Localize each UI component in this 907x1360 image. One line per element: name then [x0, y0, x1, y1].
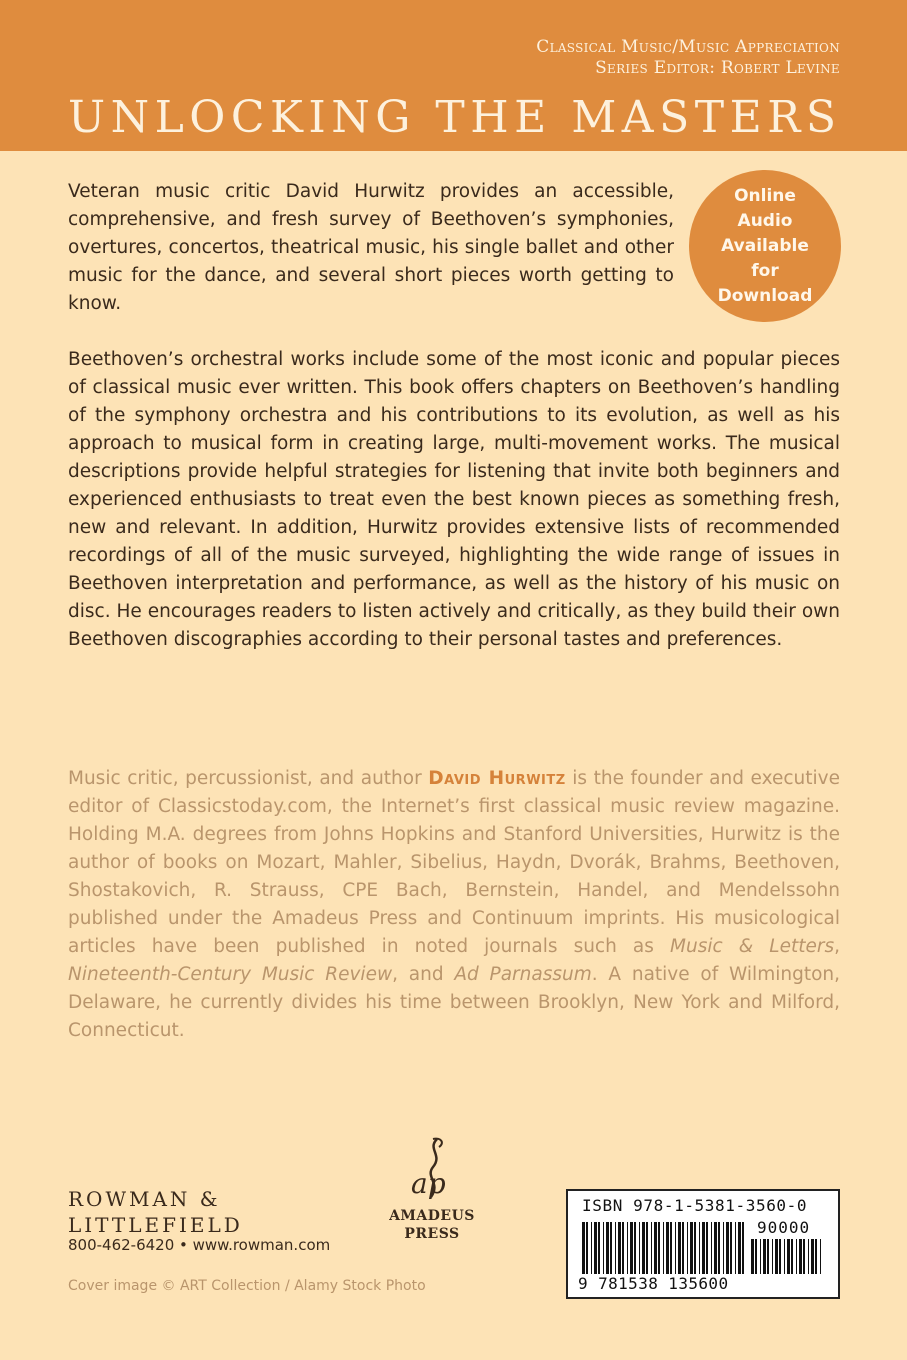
barcode-bar [654, 1222, 657, 1274]
barcode-bar [820, 1239, 821, 1274]
amadeus-monogram: ap [411, 1167, 446, 1200]
barcode-bar [603, 1222, 604, 1274]
barcode-bar [586, 1222, 588, 1274]
barcode-bar [702, 1222, 705, 1274]
barcode-bar [598, 1222, 600, 1274]
ean-number: 9 781538 135600 [578, 1274, 729, 1293]
barcode-bar [651, 1222, 652, 1274]
addon-barcode-bars [751, 1239, 825, 1274]
bio-intro: Music critic, percussionist, and author [68, 768, 429, 789]
badge-text: Online Audio Available for Download [717, 185, 813, 306]
barcode-bar [808, 1239, 809, 1274]
publisher-logo [68, 1186, 243, 1238]
barcode-bar [658, 1222, 660, 1274]
barcode-bar [690, 1222, 693, 1274]
series-title: UNLOCKING THE MASTERS [68, 92, 842, 143]
barcode-bar [751, 1239, 754, 1274]
barcode-bar [784, 1239, 785, 1274]
series-editor: Series Editor: Robert Levine [595, 58, 840, 78]
barcode-bar [718, 1222, 720, 1274]
barcode-bar [634, 1222, 636, 1274]
description-paragraph-1: Veteran music critic David Hurwitz provides an accessible, comprehensive, and fresh survey of Beethoven’s symphonies, overtures, concertos, theatrical music, his single ballet and other music for the dance, and several short pieces worth getting to know. [68, 181, 674, 314]
barcode-bar [742, 1222, 744, 1274]
barcode-bar [760, 1239, 761, 1274]
barcode-bar [735, 1222, 736, 1274]
barcode-bar [591, 1222, 592, 1274]
online-audio-badge [689, 170, 841, 322]
barcode-bar [787, 1239, 790, 1274]
barcode-bar [606, 1222, 609, 1274]
isbn-text: ISBN 978-1-5381-3560-0 [582, 1196, 808, 1215]
barcode-bar [646, 1222, 648, 1274]
bio-body-1: is the founder and executive editor of Classicstoday.com, the Internet’s first classical music review magazine. Holding M.A. degrees from Johns Hopkins and Stanford Universities, Hurwitz is the author of books on Mozart, Mahler, Sibelius, Haydn, Dvorák, Brahms, Beethoven, Shostakovich, R. Strauss, CPE Bach, Bernstein, Handel, and Mendelssohn published under the Amadeus Press and Continuum imprints. His musicological articles have been published in noted journals such as [68, 768, 840, 957]
ean-barcode-bars [582, 1222, 748, 1274]
barcode-bar [775, 1239, 778, 1274]
barcode-bar [670, 1222, 672, 1274]
barcode-bar [687, 1222, 688, 1274]
amadeus-line-1: AMADEUS [389, 1208, 475, 1224]
description-paragraph-2: Beethoven’s orchestral works include some of the most iconic and popular pieces of classical music ever written. This book offers chapters on Beethoven’s handling of the symphony orchestra and his contributions to its evolution, as well as his approach to musical form in creating large, multi-movement works. The musical descriptions provide helpful strategies for listening that invite both beginners and experienced enthusiasts to treat even the best known pieces as something fresh, new and relevant. In addition, Hurwitz provides extensive lists of recommended recordings of all of the music surveyed, highlighting the wide range of issues in Beethoven interpretation and performance, as well as the history of his music on disc. He encourages readers to listen actively and critically, as they build their own Beethoven discographies according to their personal tastes and preferences. [68, 349, 840, 650]
journal-2: Nineteenth-Century Music Review [68, 964, 393, 985]
barcode-bar [791, 1239, 793, 1274]
barcode-bar [706, 1222, 708, 1274]
barcode-bar [726, 1222, 729, 1274]
barcode-bar [767, 1239, 769, 1274]
barcode-bar [666, 1222, 669, 1274]
amadeus-line-2: PRESS [404, 1226, 460, 1242]
publisher-contact: 800-462-6420 • www.rowman.com [68, 1236, 331, 1254]
barcode-bar [682, 1222, 684, 1274]
barcode-bar [779, 1239, 781, 1274]
barcode-bar [796, 1239, 797, 1274]
barcode-bar [772, 1239, 773, 1274]
addon-number: 90000 [757, 1218, 811, 1237]
amadeus-emblem-icon [397, 1135, 467, 1207]
barcode-bar [610, 1222, 612, 1274]
barcode-bar [678, 1222, 681, 1274]
barcode-bar [723, 1222, 724, 1274]
barcode-block [566, 1189, 840, 1299]
barcode-bar [622, 1222, 624, 1274]
author-bio [68, 765, 840, 1045]
barcode-bar [694, 1222, 696, 1274]
barcode-bar [738, 1222, 741, 1274]
amadeus-press-logo [372, 1135, 492, 1260]
cover-image-credit: Cover image © ART Collection / Alamy Stock Photo [68, 1278, 426, 1294]
barcode-bar [618, 1222, 621, 1274]
journal-3: Ad Parnassum [454, 964, 592, 985]
barcode-bar [803, 1239, 805, 1274]
barcode-bar [627, 1222, 628, 1274]
barcode-bar [711, 1222, 712, 1274]
author-name: David Hurwitz [428, 768, 566, 789]
bio-sep-1: , [834, 936, 840, 957]
publisher-line-1: ROWMAN & [68, 1187, 221, 1211]
barcode-bar [675, 1222, 676, 1274]
barcode-bar [815, 1239, 817, 1274]
series-name: Classical Music/Music Appreciation [536, 37, 840, 57]
series-info [536, 37, 840, 79]
publisher-line-2: LITTLEFIELD [68, 1213, 243, 1237]
barcode-bar [714, 1222, 717, 1274]
barcode-bar [763, 1239, 766, 1274]
barcode-bar [582, 1222, 585, 1274]
header-band [0, 0, 907, 151]
barcode-bar [630, 1222, 633, 1274]
barcode-bar [663, 1222, 664, 1274]
barcode-bar [642, 1222, 645, 1274]
barcode-bar [811, 1239, 814, 1274]
bio-sep-2: , and [392, 964, 455, 985]
bio-body-2: . A native of Wilmington, Delaware, he currently divides his time between Brooklyn, New York and Milford, Connecticut. [68, 964, 841, 1041]
barcode-bar [799, 1239, 802, 1274]
barcode-bar [755, 1239, 757, 1274]
barcode-bar [615, 1222, 616, 1274]
barcode-bar [699, 1222, 700, 1274]
barcode-bar [639, 1222, 640, 1274]
barcode-bar [730, 1222, 732, 1274]
barcode-bar [594, 1222, 597, 1274]
journal-1: Music & Letters [670, 936, 835, 957]
